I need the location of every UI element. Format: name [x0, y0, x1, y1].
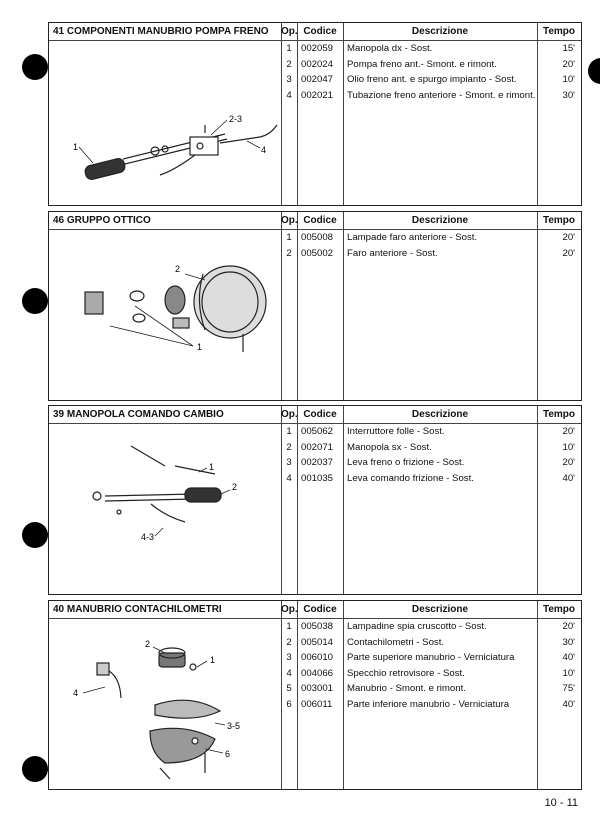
svg-text:6: 6: [225, 749, 231, 759]
table-row: 3 006010 Parte superiore manubrio - Verniciatura 40': [286, 652, 575, 663]
svg-text:2-3: 2-3: [229, 114, 243, 124]
section-title: 40 MANUBRIO CONTACHILOMETRI: [53, 604, 222, 615]
op-header: Op.: [281, 604, 298, 615]
svg-text:4: 4: [261, 145, 267, 155]
table-row: 1 005062 Interruttore folle - Sost. 20': [286, 426, 575, 437]
section-componenti-manubrio: [48, 22, 582, 206]
table-row: 1 005038 Lampadine spia cruscotto - Sost. 20': [286, 621, 575, 632]
svg-text:2: 2: [175, 264, 181, 274]
section-manubrio-contachilometri: [48, 600, 582, 790]
headlight-diagram: [55, 234, 279, 384]
tempo-header: Tempo: [542, 604, 576, 615]
codice-header: Codice: [303, 26, 337, 37]
tempo-header: Tempo: [542, 409, 576, 420]
table-row: 1 002059 Manopola dx - Sost. 15': [286, 43, 575, 54]
tempo-header: Tempo: [542, 215, 576, 226]
codice-header: Codice: [303, 215, 337, 226]
table-row: 2 002024 Pompa freno ant.- Smont. e rimont. 20': [286, 58, 575, 70]
descrizione-header: Descrizione: [411, 26, 469, 37]
table-row: 4 002021 Tubazione freno anteriore - Smont. e rimont. 30': [286, 89, 575, 101]
brake-pump-diagram: [55, 45, 279, 195]
table-row: 4 001035 Leva comando frizione - Sost. 40': [286, 472, 575, 484]
binder-hole: [22, 756, 48, 782]
op-header: Op.: [281, 215, 298, 226]
svg-text:1: 1: [197, 342, 203, 352]
section-gruppo-ottico: [48, 211, 582, 401]
section-title: 46 GRUPPO OTTICO: [53, 215, 151, 226]
svg-text:1: 1: [210, 655, 216, 665]
table-row: 5 003001 Manubrio - Smont. e rimont. 75': [286, 683, 575, 694]
table-row: 1 005008 Lampade faro anteriore - Sost. 20': [286, 232, 575, 243]
binder-hole: [22, 522, 48, 548]
gear-grip-diagram: [55, 428, 279, 578]
svg-text:1: 1: [209, 462, 215, 472]
svg-text:4-3: 4-3: [141, 532, 155, 542]
table-row: 6 006011 Parte inferiore manubrio - Verniciatura 40': [286, 698, 575, 710]
svg-text:2: 2: [232, 482, 238, 492]
section-manopola-comando-cambio: [48, 405, 582, 595]
codice-header: Codice: [303, 604, 337, 615]
svg-text:3-5: 3-5: [227, 721, 241, 731]
section-title: 39 MANOPOLA COMANDO CAMBIO: [53, 409, 224, 420]
table-row: 2 005002 Faro anteriore - Sost. 20': [286, 247, 575, 259]
handlebar-speedometer-diagram: [55, 623, 279, 785]
table-row: 2 002071 Manopola sx - Sost. 10': [286, 441, 575, 453]
section-title: 41 COMPONENTI MANUBRIO POMPA FRENO: [53, 26, 269, 37]
op-header: Op.: [281, 26, 298, 37]
page-number: 10 - 11: [544, 797, 578, 809]
svg-text:4: 4: [73, 688, 79, 698]
codice-header: Codice: [303, 409, 337, 420]
binder-hole: [22, 288, 48, 314]
binder-hole-right: [588, 58, 600, 84]
svg-text:2: 2: [145, 639, 151, 649]
op-header: Op.: [281, 409, 298, 420]
table-row: 3 002047 Olio freno ant. e spurgo impianto - Sost. 10': [286, 74, 575, 85]
descrizione-header: Descrizione: [411, 215, 469, 226]
descrizione-header: Descrizione: [411, 604, 469, 615]
tempo-header: Tempo: [542, 26, 576, 37]
binder-hole: [22, 54, 48, 80]
table-row: 2 005014 Contachilometri - Sost. 30': [286, 636, 575, 648]
table-row: 3 002037 Leva freno o frizione - Sost. 20': [286, 457, 575, 468]
descrizione-header: Descrizione: [411, 409, 469, 420]
table-row: 4 004066 Specchio retrovisore - Sost. 10': [286, 667, 575, 679]
svg-text:1: 1: [73, 142, 79, 152]
